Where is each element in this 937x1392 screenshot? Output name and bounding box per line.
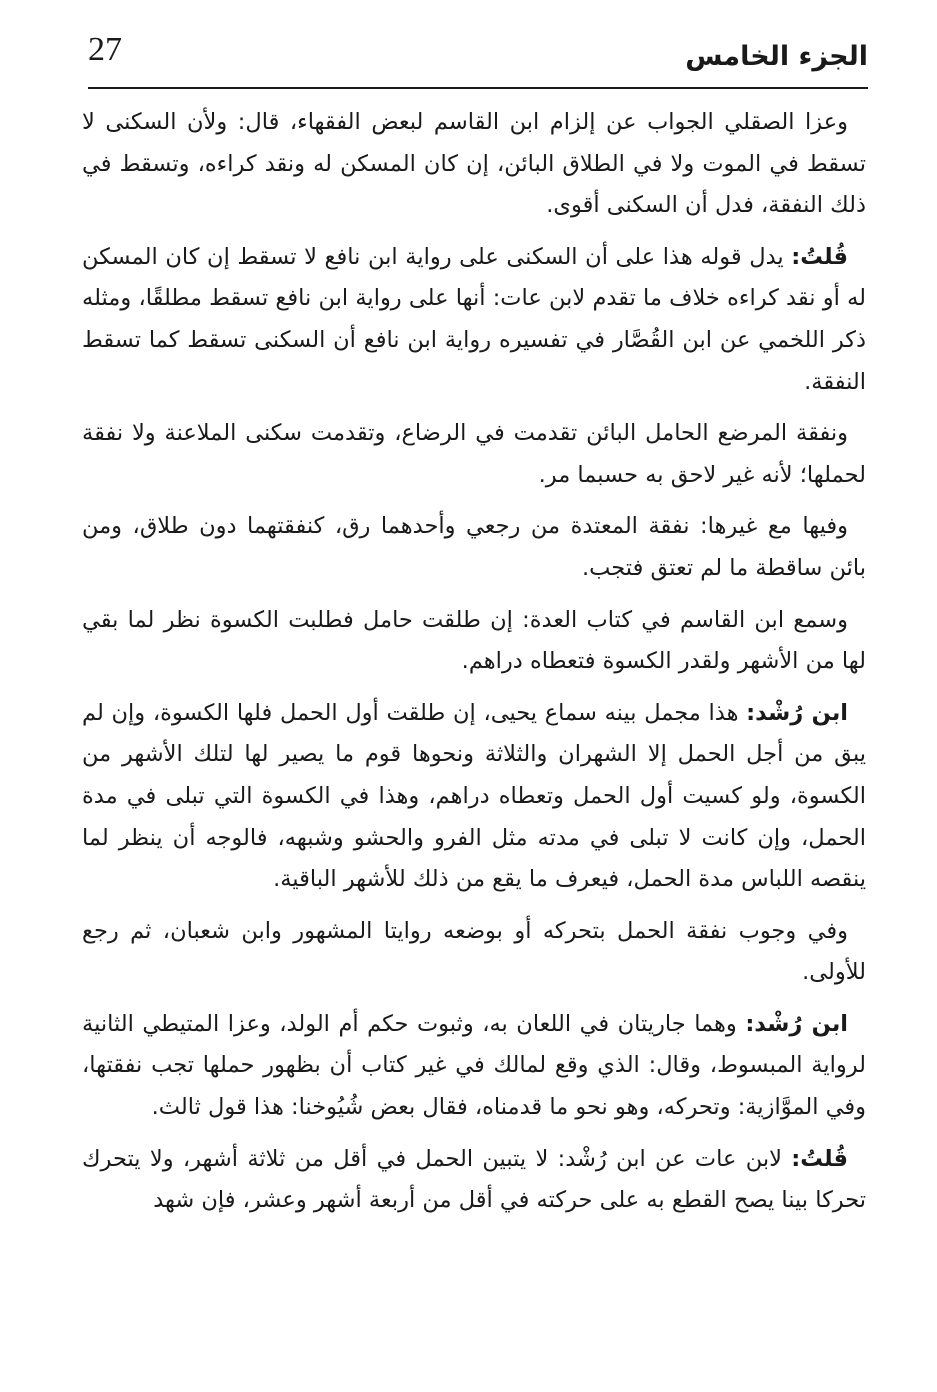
paragraph xyxy=(82,911,866,994)
paragraph-lead: ابن رُشْد: xyxy=(745,1010,848,1037)
paragraph-text: وفي وجوب نفقة الحمل بتحركه أو بوضعه روايتا المشهور وابن شعبان، ثم رجع للأولى. xyxy=(82,917,866,986)
paragraph xyxy=(82,506,866,589)
paragraph-lead: قُلتُ: xyxy=(791,243,848,270)
paragraph-text: وفيها مع غيرها: نفقة المعتدة من رجعي وأحدهما رق، كنفقتهما دون طلاق، ومن بائن ساقطة ما لم تعتق فتجب. xyxy=(82,513,866,581)
page-header xyxy=(88,28,868,84)
page-number: 27 xyxy=(88,31,122,68)
paragraph xyxy=(82,693,866,901)
paragraph-text: وهما جاريتان في اللعان به، وثبوت حكم أم الولد، وعزا المتيطي الثانية لرواية المبسوط، وقال: الذي وقع لمالك في غير كتاب أن بظهور حملها تجب نفقتها، وفي الموَّازية: وتحركه، وهو نحو ما قدمناه، فقال بعض شُيُوخنا: هذا قول ثالث. xyxy=(82,1010,866,1121)
paragraph-lead: ابن رُشْد: xyxy=(746,699,848,726)
paragraph xyxy=(82,1139,866,1222)
body-text xyxy=(82,102,866,1232)
paragraph-text: وسمع ابن القاسم في كتاب العدة: إن طلقت حامل فطلبت الكسوة نظر لما بقي لها من الأشهر ولقدر الكسوة فتعطاه دراهم. xyxy=(82,606,866,675)
paragraph-text: يدل قوله هذا على أن السكنى على رواية ابن نافع لا تسقط إن كان المسكن له أو نقد كراءه خلاف ما تقدم لابن عات: أنها على رواية ابن نافع تسقط مطلقًا، ومثله ذكر اللخمي عن ابن القُصَّار في تفسيره رواية ابن نافع أن السكنى تسقط كما تسقط النفقة. xyxy=(82,243,866,395)
paragraph xyxy=(82,600,866,683)
paragraph-lead: قُلتُ: xyxy=(791,1145,848,1172)
paragraph xyxy=(82,413,866,496)
paragraph-text: هذا مجمل بينه سماع يحيى، إن طلقت أول الحمل فلها الكسوة، وإن لم يبق من أجل الحمل إلا الشهران والثلاثة ونحوها قوم ما يصير لها لتلك الأشهر من الكسوة، ولو كسيت أول الحمل وتعطاه دراهم، وهذا في الكسوة التي تبلى في مدة الحمل، وإن كانت لا تبلى في مدته مثل الفرو والحشو وشبهه، فالوجه أن ينظر لما ينقصه اللباس مدة الحمل، فيعرف ما يقع من ذلك للأشهر الباقية. xyxy=(82,699,866,893)
paragraph-text: ونفقة المرضع الحامل البائن تقدمت في الرضاع، وتقدمت سكنى الملاعنة ولا نفقة لحملها؛ لأنه غير لاحق به حسبما مر. xyxy=(82,420,866,488)
paragraph xyxy=(82,102,866,227)
paragraph-text: لابن عات عن ابن رُشْد: لا يتبين الحمل في أقل من ثلاثة أشهر، ولا يتحرك تحركا بينا يصح القطع به على حركته في أقل من أربعة أشهر وعشر، فإن شهد xyxy=(82,1145,866,1214)
header-rule xyxy=(88,87,868,89)
paragraph xyxy=(82,1004,866,1129)
running-title: الجزء الخامس xyxy=(685,41,868,72)
paragraph xyxy=(82,237,866,403)
paragraph-text: وعزا الصقلي الجواب عن إلزام ابن القاسم لبعض الفقهاء، قال: ولأن السكنى لا تسقط في الموت ولا في الطلاق البائن، إن كان المسكن له ونقد كراءه، وتسقط في ذلك النفقة، فدل أن السكنى أقوى. xyxy=(82,109,866,219)
